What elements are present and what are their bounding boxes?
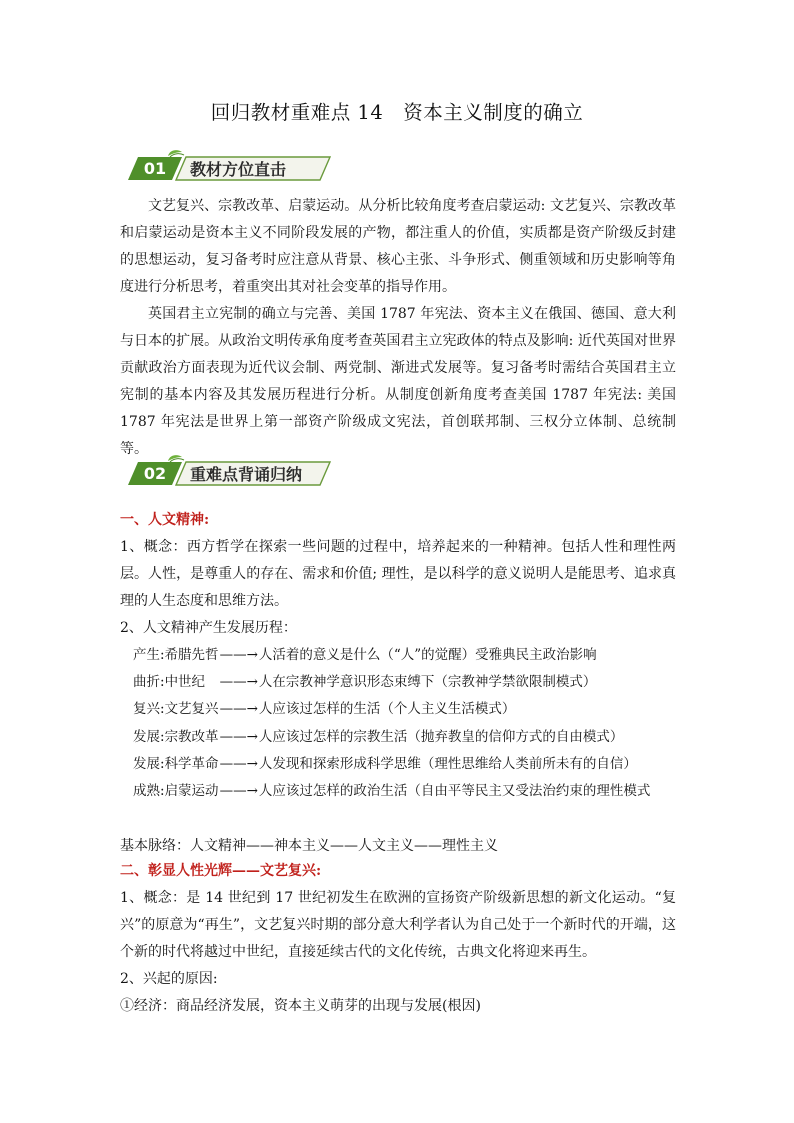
concept-humanism: 1、概念：西方哲学在探索一些问题的过程中，培养起来的一种精神。包括人性和理性两层。人性，是尊重人的存在、需求和价值; 理性，是以科学的意义说明人是能思考、追求真理的人生态度和思维方法。 (120, 539, 676, 609)
stage-desc: 人活着的意义是什么（“人”的觉醒）受雅典民主政治影响 (258, 647, 597, 663)
stage-era: 启蒙运动 (164, 783, 219, 799)
stage-desc: 人应该过怎样的生活（个人主义生活模式） (258, 701, 516, 717)
paragraph-1: 文艺复兴、宗教改革、启蒙运动。从分析比较角度考查启蒙运动: 文艺复兴、宗教改革和启蒙运动是资本主义不同阶段发展的产物，都注重人的价值，实质都是资产阶级反封建的思想运动，复习备考时应注意从背景、核心主张、斗争形式、侧重领域和历史影响等角度进行分析思考，着重突出其对社会变革的指导作用。 (120, 198, 676, 295)
stage-desc: 人发现和探索形成科学思维（理性思维给人类前所未有的自信） (258, 756, 637, 772)
section-number: 02 (143, 464, 167, 483)
paragraph-2: 英国君主立宪制的确立与完善、美国 1787 年宪法、资本主义在俄国、德国、意大利与日本的扩展。从政治文明传承角度考查英国君主立宪政体的特点及影响: 近代英国对世界贡献政治方面表现为近代议会制、两党制、渐进式发展等。复习备考时需结合英国君主立宪制的基本内容及其发展历程进行分析。从制度创新角度考查美国 1787 年宪法: 美国 1787 年宪法是世界上第一部资产阶级成文宪法，首创联邦制、三权分立体制、总统制等。 (120, 306, 676, 457)
stage-era: 文艺复兴 (164, 701, 219, 717)
stage-row (133, 727, 623, 747)
summary-line: 基本脉络：人文精神——神本主义——人文主义——理性主义 (120, 838, 498, 854)
stage-label: 发展: (133, 729, 165, 745)
stage-desc: 人应该过怎样的宗教生活（抛弃教皇的信仰方式的自由模式） (258, 729, 624, 745)
stage-label: 曲折: (133, 674, 165, 690)
arrow-icon: ——→ (219, 729, 258, 745)
arrow-icon: ——→ (219, 647, 258, 663)
stage-label: 复兴: (133, 701, 165, 717)
stage-row (133, 672, 596, 692)
stage-desc: 人在宗教神学意识形态束缚下（宗教神学禁欲限制模式） (258, 674, 597, 690)
heading-humanism: 一、人文精神: (120, 512, 210, 528)
arrow-icon: ——→ (219, 701, 258, 717)
process-title: 2、人文精神产生发展历程： (120, 620, 297, 636)
stage-era: 希腊先哲 (164, 647, 219, 663)
section-badge-2 (124, 455, 334, 489)
stage-era: 宗教改革 (164, 729, 219, 745)
stage-row (133, 781, 650, 801)
stage-row (133, 699, 515, 719)
section-number: 01 (143, 159, 167, 178)
stage-desc: 人应该过怎样的政治生活（自由平等民主又受法治约束的理性模式 (258, 783, 651, 799)
reason-title: 2、兴起的原因: (120, 971, 218, 987)
heading-renaissance: 二、彰显人性光辉——文艺复兴: (120, 863, 322, 879)
stage-era: 中世纪 (164, 674, 219, 690)
stage-label: 产生: (133, 647, 165, 663)
arrow-icon: ——→ (219, 783, 258, 799)
reason-economy: ①经济：商品经济发展，资本主义萌芽的出现与发展(根因) (120, 998, 481, 1014)
stage-era: 科学革命 (164, 756, 219, 772)
stage-row (133, 754, 637, 774)
section-label: 重难点背诵归纳 (190, 465, 303, 484)
page-title: 回归教材重难点 14 资本主义制度的确立 (210, 101, 584, 124)
stage-label: 发展: (133, 756, 165, 772)
stage-row (133, 645, 597, 665)
section-badge-1 (124, 150, 334, 184)
arrow-icon: ——→ (219, 756, 258, 772)
section-label: 教材方位直击 (190, 160, 287, 179)
concept-renaissance: 1、概念：是 14 世纪到 17 世纪初发生在欧洲的宣扬资产阶级新思想的新文化运动。“复兴”的原意为“再生”，文艺复兴时期的部分意大利学者认为自己处于一个新时代的开端，这个新的时代将越过中世纪，直接延续古代的文化传统，古典文化将迎来再生。 (120, 890, 676, 960)
stage-label: 成熟: (133, 783, 165, 799)
arrow-icon: ——→ (219, 674, 258, 690)
